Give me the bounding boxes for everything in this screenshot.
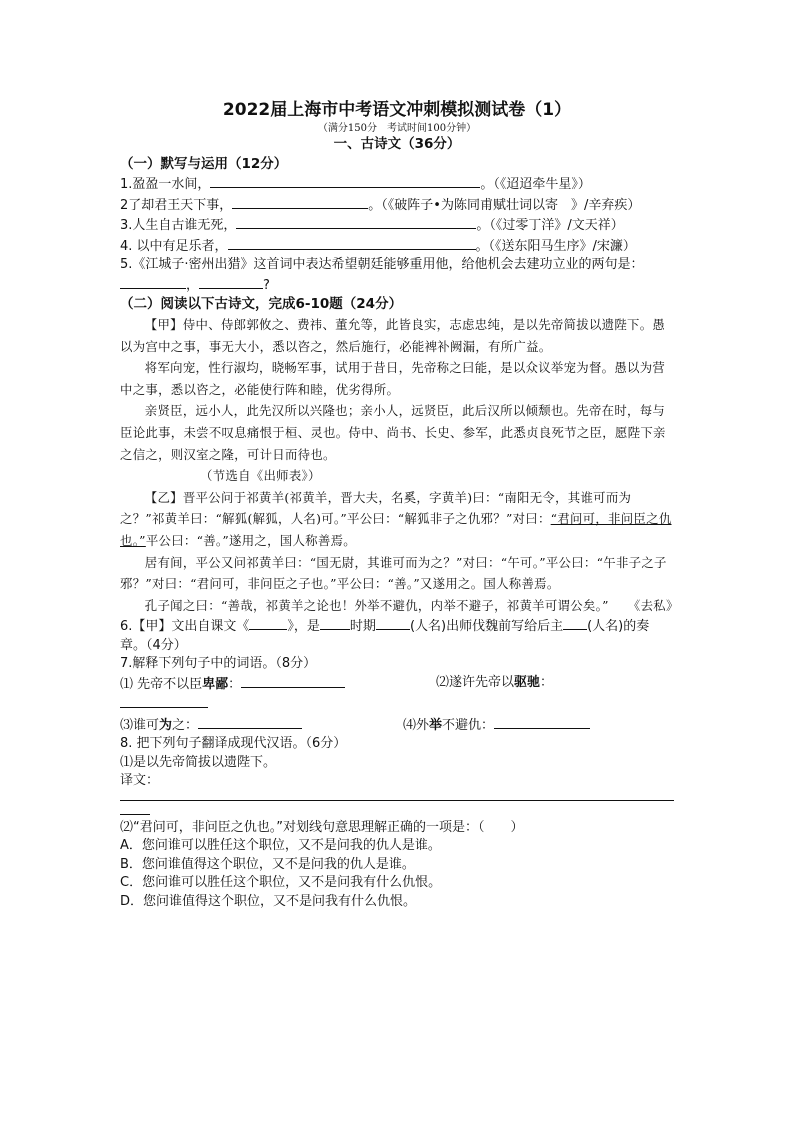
part1-heading: （一）默写与运用（12分） (120, 156, 288, 172)
answer-blank[interactable] (494, 715, 590, 729)
passage-jia (120, 314, 674, 487)
question-2: 2了却君王天下事， 。（《破阵子•为陈同甫赋壮词以寄 》/辛弃疾） (120, 195, 674, 216)
jia-source: （节选自《出师表》） (200, 468, 321, 484)
option-c[interactable]: C．您问谁可以胜任这个职位，又不是问我有什么仇恨。 (120, 875, 442, 891)
passage-yi (120, 487, 679, 617)
question-5: 5.《江城子·密州出猎》这首词中表达希望朝廷能够重用他，给他机会去建功立业的两句是：， ? (120, 257, 644, 293)
answer-blank[interactable] (376, 616, 410, 630)
option-b[interactable]: B．您问谁值得这个职位，又不是问我的仇人是谁。 (120, 856, 415, 872)
answer-blank[interactable] (236, 215, 476, 229)
jia-paragraph-3: 亲贤臣，远小人，此先汉所以兴隆也；亲小人，远贤臣，此后汉所以倾颓也。先帝在时，每与臣论此事，未尝不叹息痛恨于桓、灵也。侍中、尚书、长史、参军，此悉贞良死节之臣，愿陛下亲之信之，则汉室之隆，可计日而待也。 (120, 403, 666, 462)
question-7 (120, 655, 674, 735)
exam-subtitle: （满分150分 考试时间100分钟） (317, 123, 477, 134)
answer-blank[interactable] (120, 275, 186, 289)
question-1: 1.盈盈一水间， 。（《迢迢牵牛星》） (120, 174, 674, 195)
question-6: 6.【甲】文出自课文《 》，是 时期 (人名)出师伐魏前写给后主 (人名)的奏章。（4分） (120, 616, 674, 655)
answer-blank[interactable] (210, 174, 480, 188)
q7-item-2: ⑵遂许先帝以驱驰： (436, 674, 554, 690)
answer-blank[interactable] (241, 674, 345, 688)
exam-title: 2022届上海市中考语文冲刺模拟测试卷（1） (222, 100, 572, 120)
answer-blank[interactable] (563, 616, 587, 630)
q8-sentence-1: ⑴是以先帝简拔以遗陛下。 (120, 754, 277, 770)
answer-blank[interactable] (198, 715, 302, 729)
question-3: 3.人生自古谁无死， 。（《过零丁洋》/文天祥） (120, 215, 674, 236)
answer-blank[interactable] (228, 236, 476, 250)
question-8 (120, 735, 674, 911)
q7-item-1: ⑴ 先帝不以臣卑鄙： (120, 674, 358, 695)
q8-stem: 8. 把下列句子翻译成现代汉语。（6分） (120, 736, 347, 752)
q8-translation-label: 译文： (120, 773, 160, 789)
section-heading: 一、古诗文（36分） (333, 136, 461, 152)
yi-paragraph-3: 孔子闻之曰：“善哉，祁黄羊之论也！外举不避仇，内举不避子，祁黄羊可谓公矣。” 《去私》 (144, 597, 679, 613)
jia-paragraph-2: 将军向宠，性行淑均，晓畅军事，试用于昔日，先帝称之曰能，是以众议举宠为督。愚以为营中之事，悉以咨之，必能使行阵和睦，优劣得所。 (120, 360, 666, 397)
q7-stem: 7.解释下列句子中的词语。（8分） (120, 656, 317, 672)
answer-blank[interactable] (232, 195, 368, 209)
option-d[interactable]: D．您问谁值得这个职位，又不是问我有什么仇恨。 (120, 893, 417, 909)
exam-page (120, 98, 679, 911)
answer-blank[interactable] (249, 616, 287, 630)
answer-blank[interactable] (120, 694, 208, 708)
q7-item-4: ⑷外举不避仇： (391, 715, 674, 736)
answer-blank[interactable] (199, 275, 263, 289)
underlined-sentence: “君问可，非问臣之仇也。” (120, 511, 672, 548)
answer-blank[interactable] (120, 801, 150, 815)
question-4: 4. 以中有足乐者， 。（《送东阳马生序》/宋濂） (120, 236, 674, 257)
answer-blank[interactable] (320, 616, 350, 630)
option-a[interactable]: A．您问谁可以胜任这个职位，又不是问我的仇人是谁。 (120, 838, 441, 854)
part2-heading: （二）阅读以下古诗文，完成6-10题（24分） (120, 296, 403, 312)
yi-paragraph-2: 居有间，平公又问祁黄羊曰：“国无尉，其谁可而为之？”对曰：“午可。”平公曰：“午非子之子邪？”对曰：“君问可，非问臣之子也。”平公曰：“善。”又遂用之。国人称善焉。 (120, 554, 667, 592)
jia-paragraph-1: 【甲】侍中、侍郎郭攸之、费祎、董允等，此皆良实，志虑忠纯，是以先帝简拔以遗陛下。愚以为宫中之事，事无大小，悉以咨之，然后施行，必能裨补阙漏，有所广益。 (120, 317, 666, 354)
q8-sentence-2: ⑵“君问可，非问臣之仇也。”对划线句意思理解正确的一项是：（ ） (120, 819, 524, 835)
yi-paragraph-1: 【乙】晋平公问于祁黄羊(祁黄羊，晋大夫，名奚，字黄羊)曰：“南阳无令，其谁可而为之？”祁黄羊曰：“解狐(解狐，人名)可。”平公曰：“解狐非子之仇邪？”对曰：“君问可，非问臣之仇也。”平公曰：“善。”遂用之，国人称善焉。 (120, 489, 672, 548)
q7-item-3: ⑶谁可为之： (120, 715, 391, 736)
